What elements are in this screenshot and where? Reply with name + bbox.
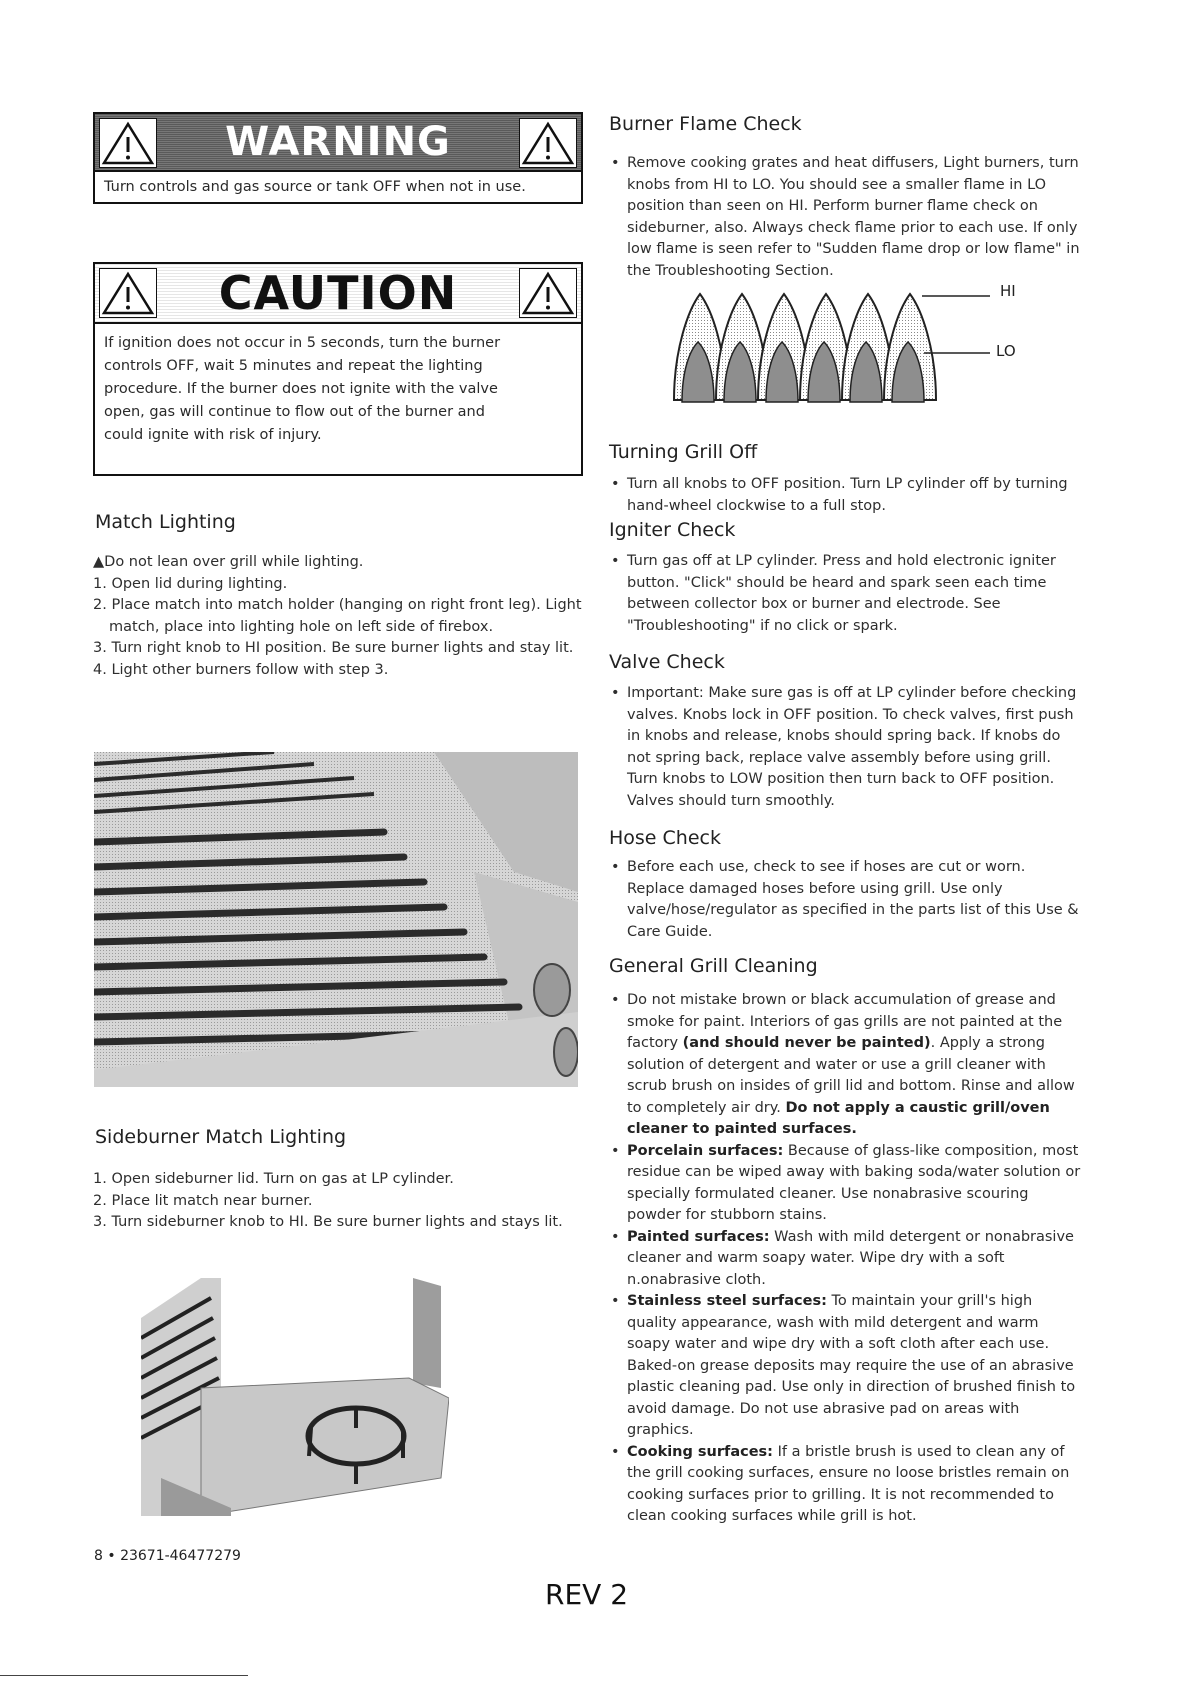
list-item: 2. Place lit match near burner. [93,1192,313,1209]
list-item: 3. Turn right knob to HI position. Be sure burner lights and stay lit. [93,640,574,656]
bullet-icon: • [611,1293,620,1309]
flame-diagram [668,282,1028,410]
revision-label: REV 2 [545,1578,629,1611]
bullet-icon: • [611,685,620,701]
warning-triangle-icon-right [519,118,577,168]
warning-text: Turn controls and gas source or tank OFF when not in use. [104,179,526,195]
caution-line: If ignition does not occur in 5 seconds, turn the burner [104,335,501,351]
list-item: • Important: Make sure gas is off at LP cylinder before checking valves. Knobs lock in OFF position. To check valves, first push in knobs and release, knobs should spring back. If knobs do not spring back, replace valve assembly before using grill. Turn knobs to LOW position then turn back to OFF position. Valves should turn smoothly. [611,685,1077,809]
list-item: 2. Place match into match holder (hanging on right front leg). Light match, place into lighting hole on left side of firebox. [93,597,582,635]
caution-box [93,262,583,476]
list-item: 1. Open lid during lighting. [93,575,288,592]
list-item: • Remove cooking grates and heat diffusers, Light burners, turn knobs from HI to LO. You should see a smaller flame in LO position than seen on HI. Perform burner flame check on sideburner, also. Always check flame prior to each use. If only low flame is seen refer to "Sudden flame drop or low flame" in the Troubleshooting Section. [611,155,1080,279]
list-item: 4. Light other burners follow with step 3. [93,661,389,678]
match-lighting-heading: Match Lighting [95,511,236,533]
list-item: • Turn gas off at LP cylinder. Press and hold electronic igniter button. "Click" should be heard and spark seen each time between collector box or burner and electrode. See "Troubleshooting" if no click or spark. [611,553,1056,634]
valve-body [609,683,1085,812]
bullet-icon: • [611,1142,620,1159]
grill-grate-image [94,752,578,1087]
warning-title: WARNING [225,119,451,165]
bullet-icon: • [611,155,620,171]
list-item: • Painted surfaces: Wash with mild detergent or nonabrasive cleaner and warm soapy water. Wipe dry with a soft n.onabrasive cloth. [611,1228,1074,1288]
hose-heading: Hose Check [609,827,721,849]
valve-heading: Valve Check [609,651,725,673]
flame-diagram-svg [668,290,1028,410]
caution-line: controls OFF, wait 5 minutes and repeat the lighting [104,358,483,374]
warning-banner [95,114,581,172]
caution-text [104,332,500,447]
cleaning-body [609,990,1085,1528]
bullet-icon: • [611,1228,620,1245]
page-number: 8 • 23671-46477279 [94,1548,241,1564]
sideburner-heading: Sideburner Match Lighting [95,1126,347,1148]
burner-flame-heading: Burner Flame Check [609,113,802,135]
list-item: • Stainless steel surfaces: To maintain your grill's high quality appearance, wash with mild detergent and warm soapy water and wipe dry with a soft cloth after each use. Baked-on grease deposits may require the use of an abrasive plastic cleaning pad. Use only in direction of brushed finish to avoid damage. Do not use abrasive pad on areas with graphics. [611,1293,1076,1438]
list-item: • Porcelain surfaces: Because of glass-like composition, most residue can be wiped away with baking soda/water solution or specially formulated cleaner. Use nonabrasive scouring powder for stubborn stains. [611,1142,1081,1223]
caution-title: CAUTION [218,266,458,320]
list-item: 1. Open sideburner lid. Turn on gas at LP cylinder. [93,1171,454,1187]
match-lighting-body [93,552,583,681]
list-item: 3. Turn sideburner knob to HI. Be sure burner lights and stays lit. [93,1214,563,1230]
turning-off-heading: Turning Grill Off [609,441,758,463]
cleaning-heading: General Grill Cleaning [609,955,818,977]
caution-triangle-icon-right [519,268,577,318]
sideburner-body [93,1169,583,1234]
igniter-body [609,551,1085,637]
list-item: • Cooking surfaces: If a bristle brush is used to clean any of the grill cooking surfaces, ensure no loose bristles remain on cooking surfaces prior to grilling. It is not recommended to clean cooking surfaces while grill is hot. [611,1443,1070,1524]
burner-flame-body [609,153,1085,282]
sideburner-steps [93,1169,583,1234]
bottom-rule [0,1675,248,1676]
match-lighting-steps [93,574,583,682]
bullet-icon: • [611,1443,620,1460]
caution-line: could ignite with risk of injury. [104,427,322,443]
bullet-icon: • [611,476,620,492]
caution-line: open, gas will continue to flow out of the burner and [104,404,485,420]
turning-off-body [609,474,1085,517]
hose-body [609,857,1085,943]
caution-banner [95,264,581,324]
bullet-icon: • [611,553,620,569]
flame-label-hi: HI [1000,282,1016,300]
igniter-heading: Igniter Check [609,519,736,541]
flame-label-lo: LO [996,342,1016,360]
caution-line: procedure. If the burner does not ignite with the valve [104,381,498,397]
bullet-icon: • [611,992,620,1008]
warning-triangle-small-icon: ▲ [93,554,105,570]
match-lighting-warning: ▲Do not lean over grill while lighting. [93,554,364,570]
list-item: • Do not mistake brown or black accumulation of grease and smoke for paint. Interiors of gas grills are not painted at the factory (and should never be painted). Apply a strong solution of detergent and water or use a grill cleaner with scrub brush on insides of grill lid and bottom. Rinse and allow to completely air dry. Do not apply a caustic grill/oven cleaner to painted surfaces. [611,992,1075,1137]
list-item: • Turn all knobs to OFF position. Turn LP cylinder off by turning hand-wheel clockwise to a full stop. [611,476,1068,514]
warning-box [93,112,583,204]
list-item: • Before each use, check to see if hoses are cut or worn. Replace damaged hoses before using grill. Use only valve/hose/regulator as specified in the parts list of this Use & Care Guide. [611,859,1079,940]
bullet-icon: • [611,859,620,875]
sideburner-image [141,1278,449,1516]
